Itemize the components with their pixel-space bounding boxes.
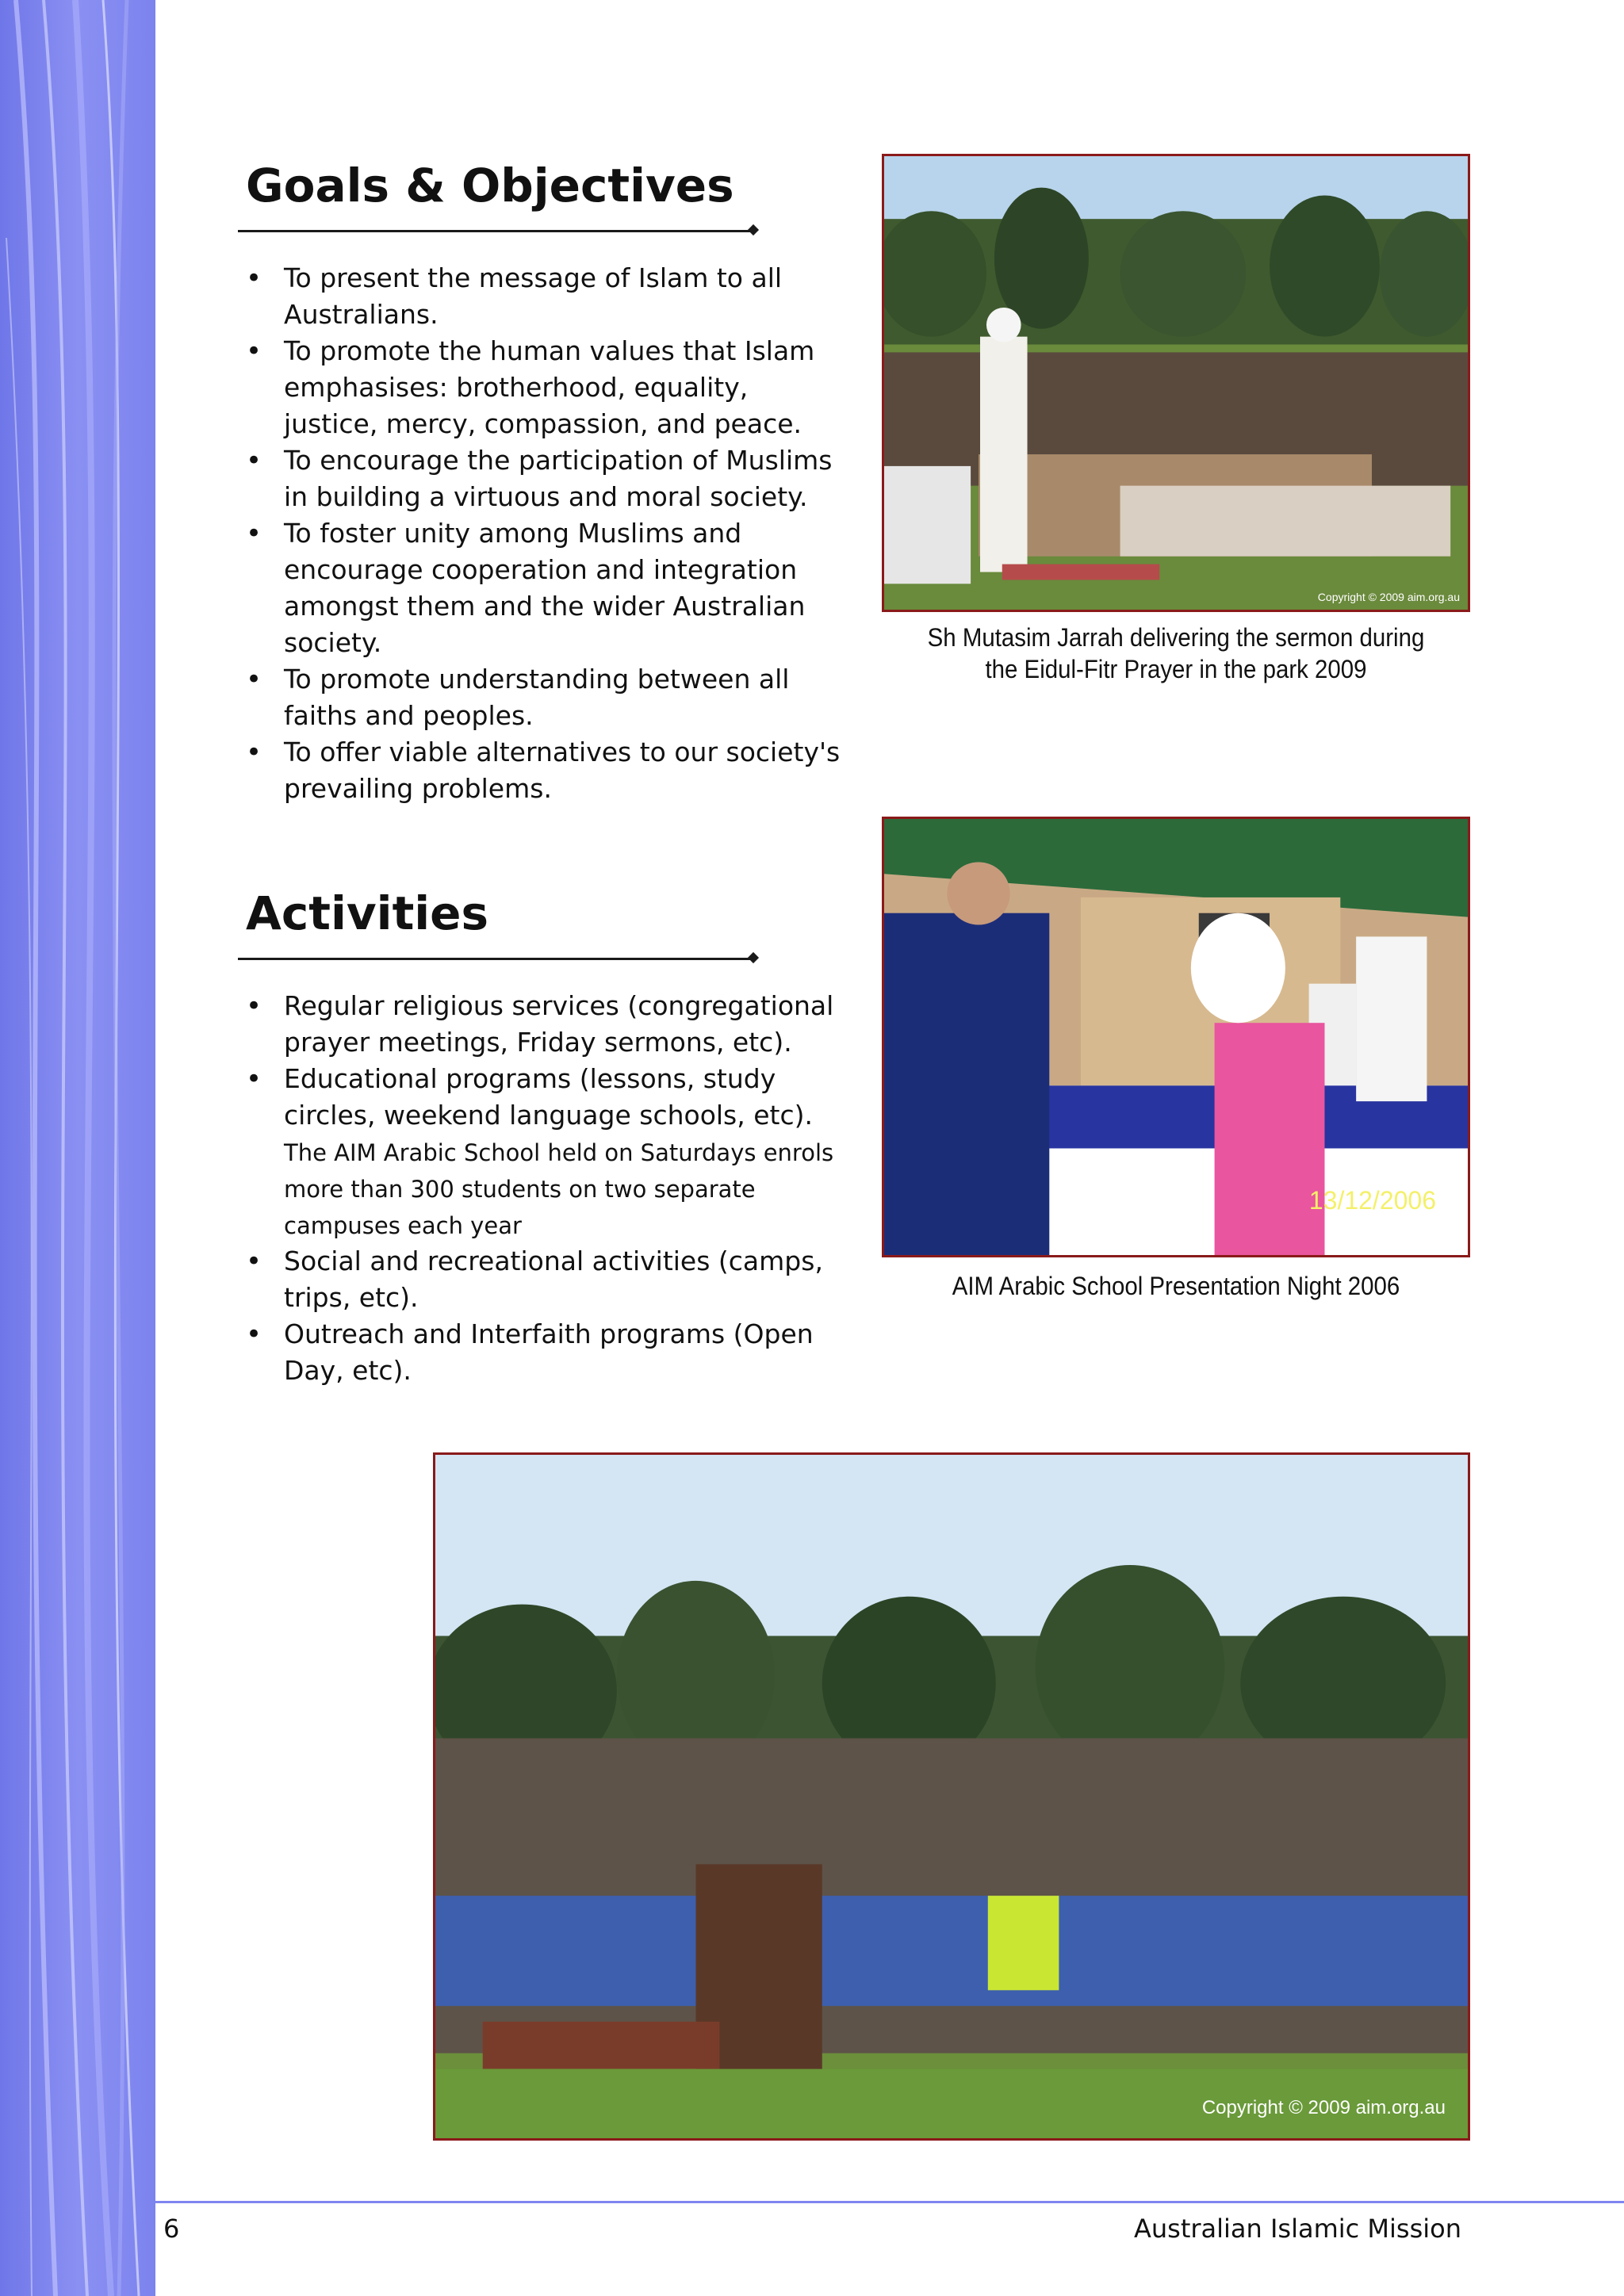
footer-divider <box>155 2201 1624 2203</box>
activity-text: Outreach and Interfaith programs (Open Day, etc). <box>284 1318 814 1386</box>
sidebar-streaks-graphic <box>0 0 155 2296</box>
page-number: 6 <box>163 2214 180 2244</box>
goal-item: • To offer viable alternatives to our society's prevailing problems. <box>246 734 848 807</box>
footer-organisation: Australian Islamic Mission <box>1133 2214 1461 2244</box>
school-photo-date-stamp: 13/12/2006 <box>1308 1186 1436 1215</box>
sermon-photo <box>882 154 1470 612</box>
activities-list <box>246 988 848 1389</box>
sermon-caption-line2: the Eidul-Fitr Prayer in the park 2009 <box>985 655 1367 683</box>
activity-item <box>246 1316 848 1389</box>
goal-item: • To present the message of Islam to all Australians. <box>246 260 848 333</box>
sermon-photo-illustration <box>884 156 1468 610</box>
activity-text: Educational programs (lessons, study circles, weekend language schools, etc). <box>284 1063 813 1131</box>
decorative-sidebar <box>0 0 155 2296</box>
sermon-photo-copyright: Copyright © 2009 aim.org.au <box>1317 591 1460 603</box>
goal-item: • To foster unity among Muslims and encourage cooperation and integration amongst them and the wider Australian society. <box>246 515 848 661</box>
activity-item <box>246 988 848 1061</box>
activity-item <box>246 1243 848 1316</box>
goals-heading-underline <box>238 230 752 232</box>
school-photo-caption: AIM Arabic School Presentation Night 2006 <box>952 1272 1400 1300</box>
activity-text: Social and recreational activities (camps, trips, etc). <box>284 1246 823 1313</box>
goal-item: • To encourage the participation of Muslims in building a virtuous and moral society. <box>246 442 848 515</box>
goals-heading: Goals & Objectives <box>246 159 734 212</box>
activities-heading-underline <box>238 958 752 960</box>
sermon-caption-line1: Sh Mutasim Jarrah delivering the sermon during <box>927 623 1425 652</box>
crowd-photo <box>433 1452 1470 2141</box>
sermon-photo-caption <box>904 622 1448 685</box>
goal-item: • To promote the human values that Islam emphasises: brotherhood, equality, justice, mercy, compassion, and peace. <box>246 333 848 442</box>
goal-item: • To promote understanding between all faiths and peoples. <box>246 661 848 734</box>
activity-text: Regular religious services (congregational prayer meetings, Friday sermons, etc). <box>284 990 834 1058</box>
activity-note: The AIM Arabic School held on Saturdays enrols more than 300 students on two separate campuses each year <box>284 1139 834 1239</box>
activities-heading: Activities <box>246 886 489 940</box>
activity-item <box>246 1061 848 1243</box>
crowd-photo-illustration <box>435 1455 1468 2138</box>
school-photo <box>882 817 1470 1257</box>
crowd-photo-copyright: Copyright © 2009 aim.org.au <box>1201 2097 1446 2118</box>
goals-list <box>246 260 848 807</box>
